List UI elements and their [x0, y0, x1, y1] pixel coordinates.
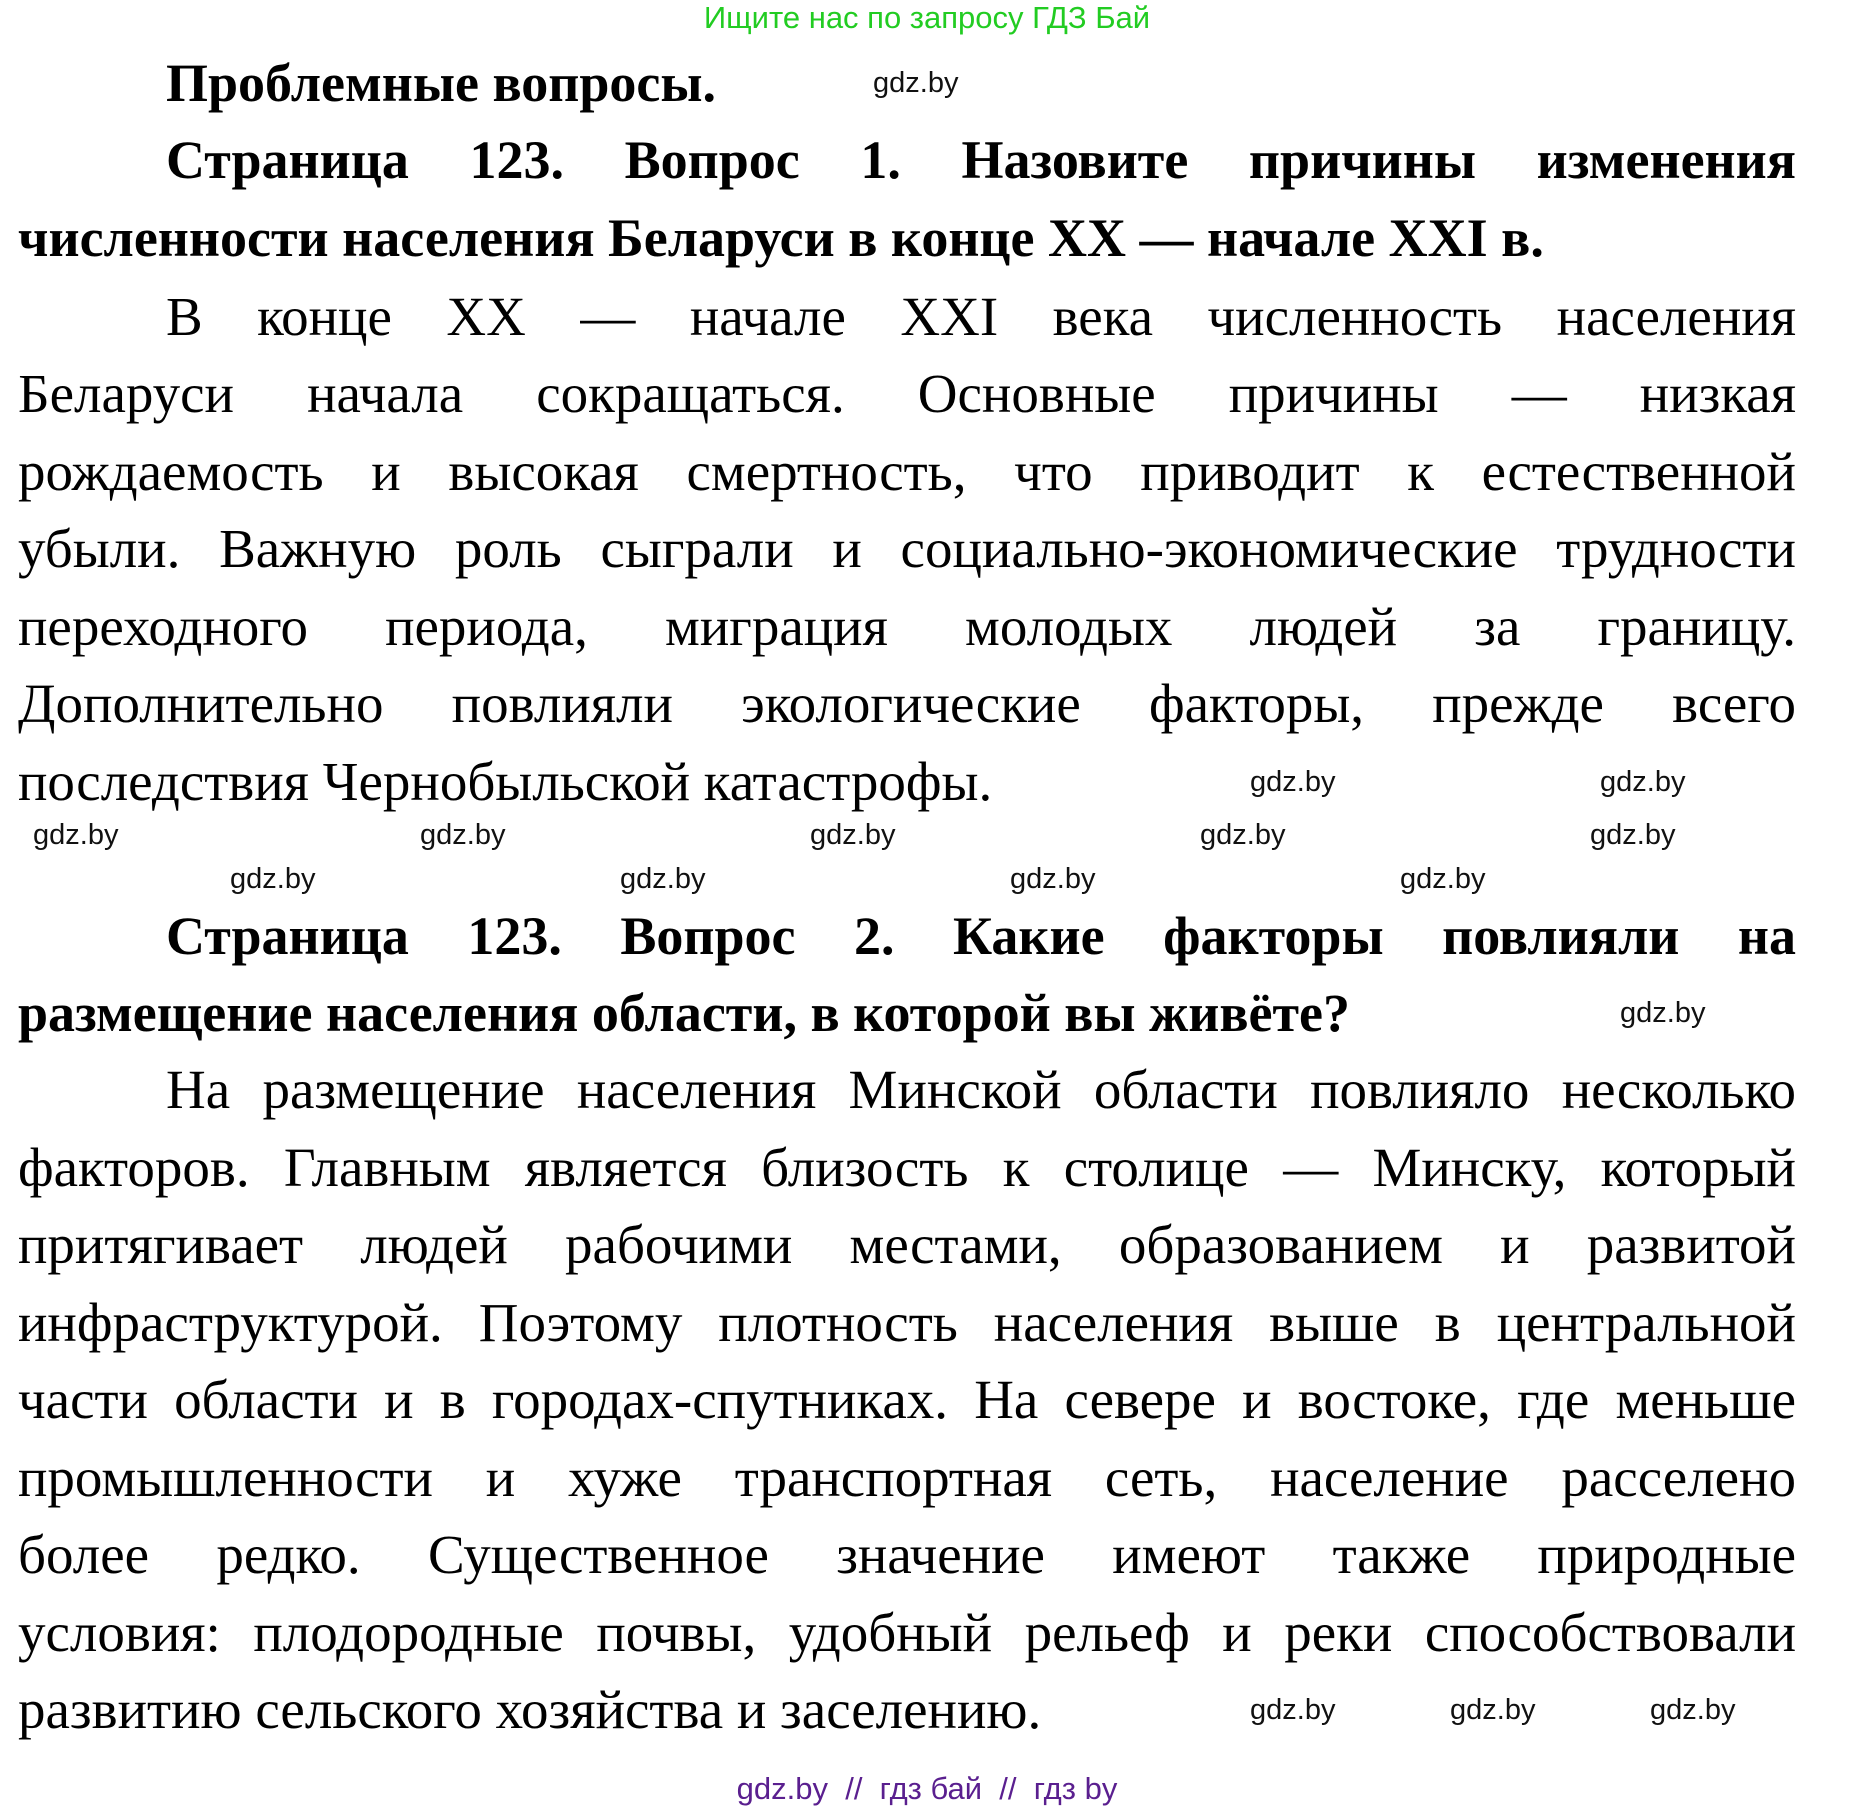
watermark: gdz.by	[420, 819, 506, 851]
watermark: gdz.by	[1650, 1694, 1736, 1726]
watermark: gdz.by	[1620, 997, 1706, 1029]
q2-answer-line: развитию сельского хозяйства и заселению.	[18, 1679, 1042, 1740]
q2-heading-line: Страница 123. Вопрос 2. Какие факторы повлияли на	[166, 906, 1796, 966]
q1-answer-line: Беларуси начала сокращаться. Основные причины — низкая	[18, 363, 1796, 424]
q2-answer-line: притягивает людей рабочими местами, образованием и развитой	[18, 1214, 1796, 1275]
q2-heading-line: размещение населения области, в которой вы живёте?	[18, 983, 1350, 1043]
watermark: gdz.by	[1250, 1694, 1336, 1726]
top-banner: Ищите нас по запросу ГДЗ Бай	[703, 0, 1151, 35]
q1-answer-line: последствия Чернобыльской катастрофы.	[18, 751, 993, 812]
watermark: gdz.by	[33, 819, 119, 851]
q1-heading-line: Страница 123. Вопрос 1. Назовите причины изменения	[166, 130, 1796, 190]
watermark: gdz.by	[620, 863, 706, 895]
watermark: gdz.by	[810, 819, 896, 851]
watermark: gdz.by	[1590, 819, 1676, 851]
q1-answer-line: переходного периода, миграция молодых людей за границу.	[18, 596, 1796, 657]
footer-links: gdz.by // гдз бай // гдз by	[736, 1771, 1118, 1806]
watermark: gdz.by	[1600, 766, 1686, 798]
watermark: gdz.by	[1450, 1694, 1536, 1726]
q2-answer-line: На размещение населения Минской области повлияло несколько	[166, 1059, 1796, 1120]
q1-answer-line: рождаемость и высокая смертность, что приводит к естественной	[18, 441, 1796, 502]
q2-answer-line: промышленности и хуже транспортная сеть, население расселено	[18, 1447, 1796, 1508]
watermark: gdz.by	[230, 863, 316, 895]
q1-answer-line: Дополнительно повлияли экологические факторы, прежде всего	[18, 673, 1796, 734]
q2-answer-line: части области и в городах-спутниках. На севере и востоке, где меньше	[18, 1369, 1796, 1430]
q1-answer-line: В конце XX — начале XXI века численность населения	[166, 286, 1796, 347]
watermark: gdz.by	[1010, 863, 1096, 895]
q2-answer-line: факторов. Главным является близость к столице — Минску, который	[18, 1137, 1796, 1198]
watermark: gdz.by	[1400, 863, 1486, 895]
q1-heading-line: численности населения Беларуси в конце XX — начале XXI в.	[18, 208, 1544, 268]
q2-answer-line: инфраструктурой. Поэтому плотность населения выше в центральной	[18, 1292, 1796, 1353]
q2-answer-line: условия: плодородные почвы, удобный рельеф и реки способствовали	[18, 1602, 1796, 1663]
watermark: gdz.by	[1250, 766, 1336, 798]
watermark: gdz.by	[873, 67, 959, 99]
q1-answer-line: убыли. Важную роль сыграли и социально-экономические трудности	[18, 518, 1796, 579]
section-title: Проблемные вопросы.	[166, 53, 717, 113]
q2-answer-line: более редко. Существенное значение имеют также природные	[18, 1524, 1796, 1585]
watermark: gdz.by	[1200, 819, 1286, 851]
